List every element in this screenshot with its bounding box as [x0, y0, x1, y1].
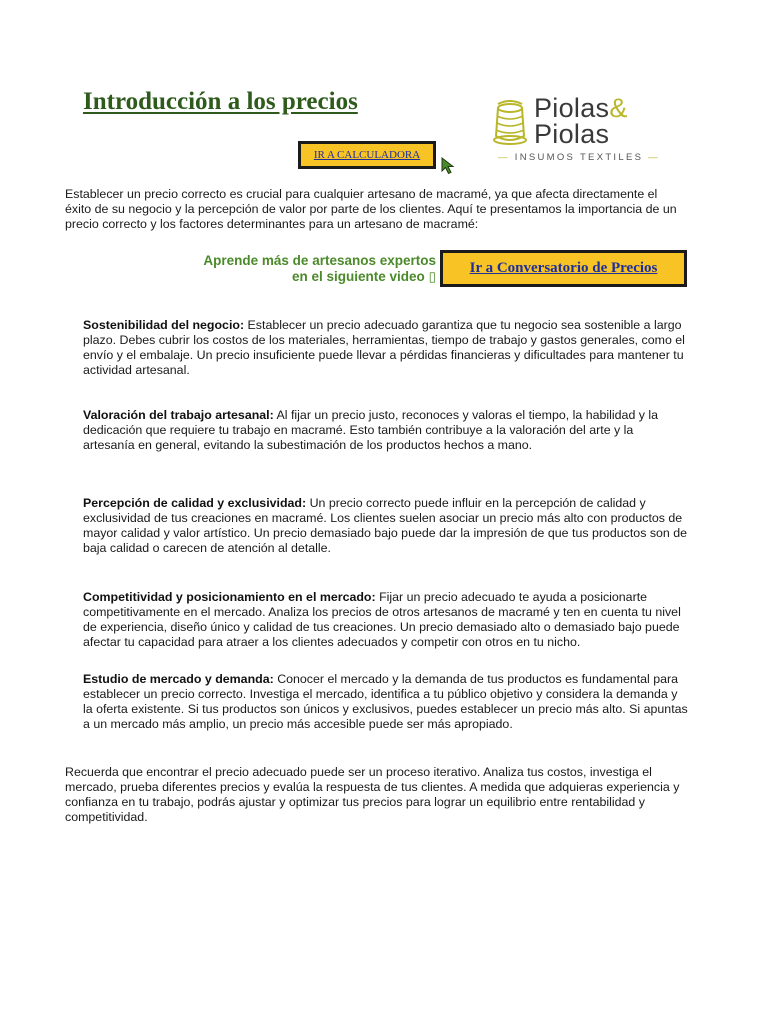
section-estudio-mercado — [83, 672, 688, 732]
intro-paragraph: Establecer un precio correcto es crucial para cualquier artesano de macramé, ya que afecta directamente el éxito de su negocio y la percepción de valor por parte de los clientes. Aquí te presentamos la importancia de un precio correcto y los factores determinantes para un artesano de macramé: — [65, 187, 677, 231]
video-prompt — [150, 253, 436, 285]
section-heading: Sostenibilidad del negocio: — [83, 318, 245, 332]
missing-glyph-icon: ▯ — [428, 269, 436, 284]
brand-logo — [490, 92, 660, 166]
section-heading: Competitividad y posicionamiento en el mercado: — [83, 590, 376, 604]
closing-paragraph: Recuerda que encontrar el precio adecuado puede ser un proceso iterativo. Analiza tus costos, investiga el mercado, prueba diferentes precios y evalúa la respuesta de tus clientes. A medida que adquieras experiencia y confianza en tu trabajo, podrás ajustar y optimizar tus precios para lograr un equilibrio entre rentabilidad y competitividad. — [65, 765, 680, 824]
section-valoracion — [83, 408, 688, 453]
section-sostenibilidad — [83, 318, 688, 378]
section-text: Fijar un precio adecuado te ayuda a posicionarte competitivamente en el mercado. Analiza los precios de otros artesanos de macramé y ten en cuenta tu nivel de experiencia, diseño único y calidad de tus creaciones. Un precio demasiado alto o demasiado bajo puede afectar tu capacidad para atraer a los clientes adecuados y competir con otros en tu nicho. — [83, 590, 681, 649]
mouse-pointer-icon — [440, 157, 456, 175]
yarn-spool-icon — [490, 96, 530, 148]
logo-subtitle: — INSUMOS TEXTILES — — [498, 152, 660, 163]
section-heading: Valoración del trabajo artesanal: — [83, 408, 274, 422]
section-competitividad — [83, 590, 688, 650]
section-text: Establecer un precio adecuado garantiza que tu negocio sea sostenible a largo plazo. Debes cubrir los costos de los materiales, herramientas, tiempo de trabajo y gastos generales, como el envío y el embalaje. Un precio insuficiente puede llevar a pérdidas financieras y dificultades para mantener tu actividad artesanal. — [83, 318, 685, 377]
section-text: Un precio correcto puede influir en la percepción de calidad y exclusividad de tus creaciones en macramé. Los clientes suelen asociar un precio más alto con productos de mayor calidad y valor artístico. Un precio demasiado bajo puede dar la impresión de que tus productos son de baja calidad o carecen de atención al detalle. — [83, 496, 688, 555]
section-heading: Percepción de calidad y exclusividad: — [83, 496, 307, 510]
page-title: Introducción a los precios — [83, 88, 358, 115]
logo-line-1: Piolas& — [534, 93, 628, 123]
video-prompt-line-2: en el siguiente video ▯ — [292, 269, 436, 284]
section-text: Al fijar un precio justo, reconoces y valoras el tiempo, la habilidad y la dedicación que requiere tu trabajo en macramé. Esto también contribuye a la valoración del arte y la artesanía en general, evitando la subestimación de los productos hechos a mano. — [83, 408, 659, 452]
video-prompt-line-1: Aprende más de artesanos expertos — [203, 253, 436, 268]
calculator-button[interactable]: IR A CALCULADORA — [298, 141, 436, 169]
section-text: Conocer el mercado y la demanda de tus productos es fundamental para establecer un precio correcto. Investiga el mercado, identifica a tu público objetivo y considera la demanda y la oferta existente. Si tus productos son únicos y exclusivos, puedes establecer un precio más alto. Si apuntas a un mercado más amplio, un precio más accesible puede ser más apropiado. — [83, 672, 688, 731]
logo-line-2: Piolas — [534, 119, 610, 149]
section-heading: Estudio de mercado y demanda: — [83, 672, 274, 686]
video-button[interactable]: Ir a Conversatorio de Precios — [440, 250, 687, 287]
section-percepcion — [83, 496, 688, 556]
